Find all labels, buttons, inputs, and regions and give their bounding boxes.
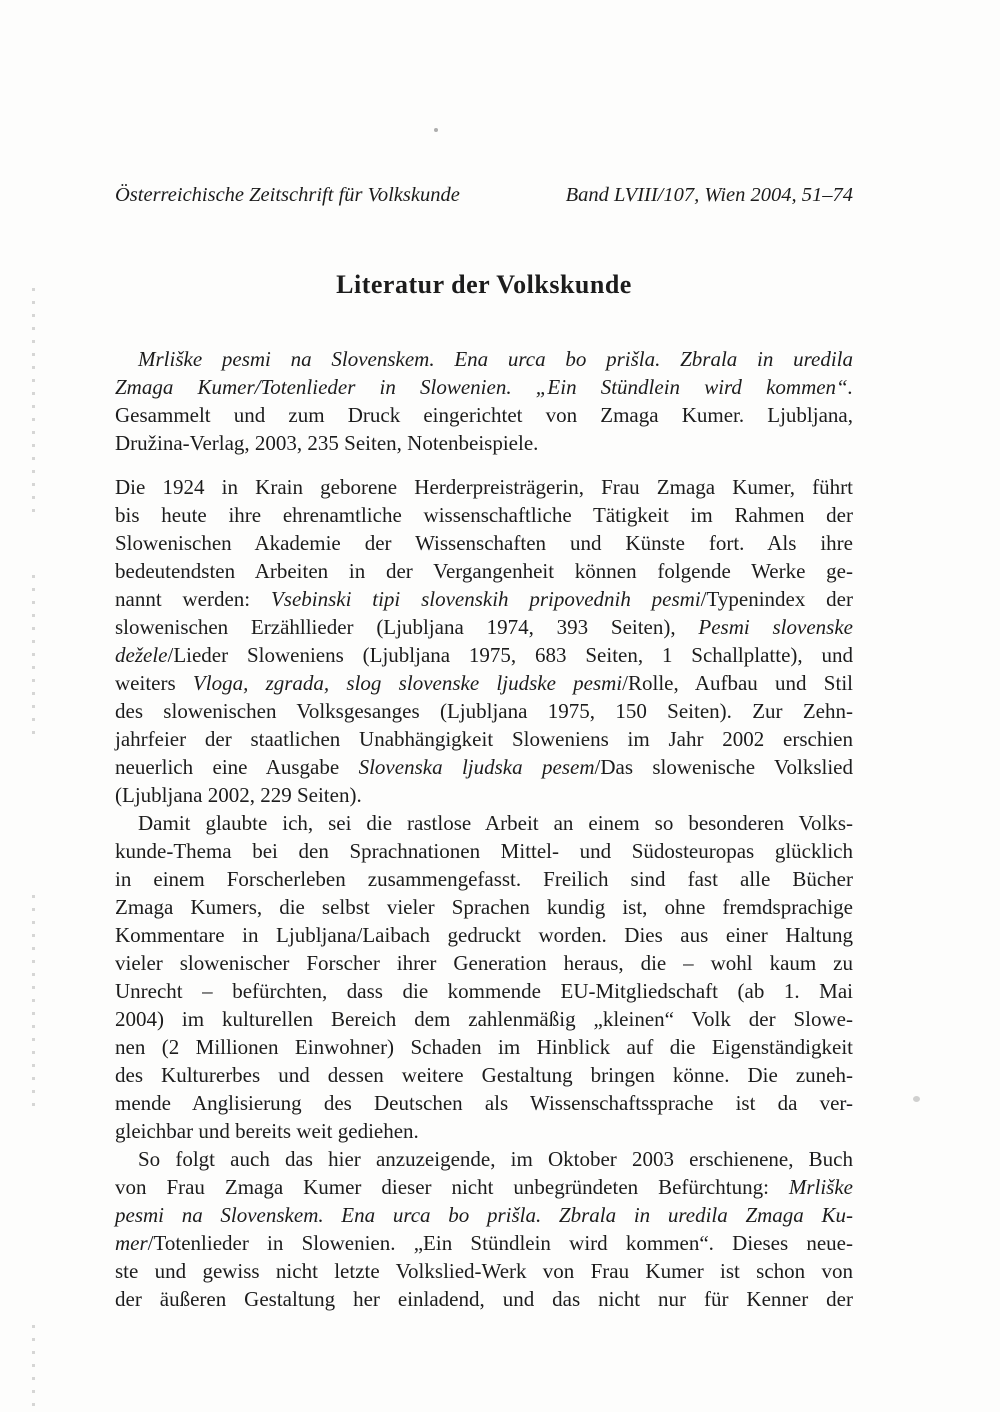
text-line	[115, 697, 853, 725]
text-segment: Die 1924 in Krain geborene Herderpreisträgerin, Frau Zmaga Kumer, führt	[115, 475, 853, 499]
text-line	[115, 781, 853, 809]
paragraph-1	[115, 473, 853, 809]
text-line	[115, 345, 853, 373]
text-segment: /Das slowenische Volkslied	[594, 755, 853, 779]
text-segment: ste und gewiss nicht letzte Volkslied-Werk von Frau Kumer ist schon von	[115, 1259, 853, 1283]
text-line	[115, 669, 853, 697]
article-body	[115, 345, 853, 1313]
text-line	[115, 753, 853, 781]
text-segment: (Ljubljana 2002, 229 Seiten).	[115, 783, 362, 807]
italic-text-segment: Slovenska ljudska pesem	[358, 755, 595, 779]
text-line	[115, 473, 853, 501]
italic-text-segment: pesmi na Slovenskem. Ena urca bo prišla. Zbrala in uredila Zmaga Ku-	[115, 1203, 853, 1227]
text-segment: Unrecht – befürchten, dass die kommende EU-Mitgliedschaft (ab 1. Mai	[115, 979, 853, 1003]
text-segment: nen (2 Millionen Einwohner) Schaden im Hinblick auf die Eigenständigkeit	[115, 1035, 853, 1059]
italic-text-segment: Vsebinski tipi slovenskih pripovednih pesmi	[270, 587, 701, 611]
text-segment: Slowenischen Akademie der Wissenschaften und Künste fort. Als ihre	[115, 531, 853, 555]
text-line	[115, 429, 853, 457]
text-line	[115, 977, 853, 1005]
text-line	[115, 1145, 853, 1173]
scan-artifact	[32, 288, 35, 520]
text-segment: neuerlich eine Ausgabe	[115, 755, 359, 779]
text-line	[115, 1089, 853, 1117]
italic-text-segment: Mrliške	[788, 1175, 853, 1199]
text-segment: Gesammelt und zum Druck eingerichtet von Zmaga Kumer. Ljubljana,	[115, 403, 853, 427]
text-line	[115, 401, 853, 429]
text-segment: slowenischen Erzähllieder (Ljubljana 1974, 393 Seiten),	[115, 615, 699, 639]
text-line	[115, 641, 853, 669]
text-segment: Kommentare in Ljubljana/Laibach gedruckt worden. Dies aus einer Haltung	[115, 923, 853, 947]
scan-artifact	[32, 1325, 35, 1409]
paragraph-2	[115, 809, 853, 1145]
text-line	[115, 921, 853, 949]
text-line	[115, 529, 853, 557]
text-line	[115, 1033, 853, 1061]
scan-artifact	[32, 895, 35, 1113]
text-line	[115, 893, 853, 921]
text-segment: 2004) im kulturellen Bereich dem zahlenmäßig „kleinen“ Volk der Slowe-	[115, 1007, 853, 1031]
text-line	[115, 1061, 853, 1089]
italic-text-segment: Mrliške pesmi na Slovenskem. Ena urca bo prišla. Zbrala in uredila	[138, 347, 853, 371]
paragraph-3	[115, 1145, 853, 1313]
text-segment: Družina-Verlag, 2003, 235 Seiten, Notenbeispiele.	[115, 431, 539, 455]
text-segment: jahrfeier der staatlichen Unabhängigkeit Sloweniens im Jahr 2002 erschien	[115, 727, 853, 751]
text-segment: /Rolle, Aufbau und Stil	[622, 671, 853, 695]
text-line	[115, 1285, 853, 1313]
text-line	[115, 1229, 853, 1257]
text-line	[115, 809, 853, 837]
italic-text-segment: dežele	[115, 643, 168, 667]
text-line	[115, 725, 853, 753]
text-line	[115, 585, 853, 613]
text-line	[115, 1257, 853, 1285]
section-title: Literatur der Volkskunde	[336, 270, 632, 299]
running-head	[115, 182, 853, 208]
text-segment: nannt werden:	[115, 587, 271, 611]
italic-text-segment: Vloga, zgrada, slog slovenske ljudske pesmi	[192, 671, 623, 695]
text-segment: kunde-Thema bei den Sprachnationen Mittel- und Südosteuropas glücklich	[115, 839, 853, 863]
text-segment: /Typenindex der	[700, 587, 853, 611]
text-segment: Damit glaubte ich, sei die rastlose Arbeit an einem so besonderen Volks-	[138, 811, 853, 835]
italic-text-segment: mer	[115, 1231, 148, 1255]
text-segment: gleichbar und bereits weit gediehen.	[115, 1119, 419, 1143]
text-segment: des slowenischen Volksgesanges (Ljubljana 1975, 150 Seiten). Zur Zehn-	[115, 699, 853, 723]
text-segment: Zmaga Kumers, die selbst vieler Sprachen kundig ist, ohne fremdsprachige	[115, 895, 853, 919]
text-line	[115, 1173, 853, 1201]
text-segment: So folgt auch das hier anzuzeigende, im Oktober 2003 erschienene, Buch	[138, 1147, 853, 1171]
text-segment: /Totenlieder in Slowenien. „Ein Stündlein wird kommen“. Dieses neue-	[147, 1231, 853, 1255]
text-segment: vieler slowenischer Forscher ihrer Generation heraus, die – wohl kaum zu	[115, 951, 853, 975]
text-line	[115, 865, 853, 893]
italic-text-segment: Pesmi slovenske	[698, 615, 853, 639]
italic-text-segment: Zmaga Kumer/Totenlieder in Slowenien. „Ein Stündlein wird kommen“.	[115, 375, 853, 399]
text-segment: weiters	[115, 671, 193, 695]
text-segment: in einem Forscherleben zusammengefasst. Freilich sind fast alle Bücher	[115, 867, 853, 891]
text-line	[115, 949, 853, 977]
text-segment: von Frau Zmaga Kumer dieser nicht unbegründeten Befürchtung:	[115, 1175, 789, 1199]
text-line	[115, 613, 853, 641]
citation	[115, 345, 853, 457]
scan-artifact	[913, 1096, 920, 1102]
text-line	[115, 1005, 853, 1033]
scan-artifact	[32, 575, 35, 735]
text-line	[115, 1117, 853, 1145]
journal-name: Österreichische Zeitschrift für Volkskunde	[115, 184, 460, 206]
text-segment: bedeutendsten Arbeiten in der Vergangenheit können folgende Werke ge-	[115, 559, 853, 583]
text-line	[115, 1201, 853, 1229]
text-segment: bis heute ihre ehrenamtliche wissenschaftliche Tätigkeit im Rahmen der	[115, 503, 853, 527]
text-segment: der äußeren Gestaltung her einladend, und das nicht nur für Kenner der	[115, 1287, 853, 1311]
volume-info: Band LVIII/107, Wien 2004, 51–74	[565, 184, 853, 206]
text-segment: /Lieder Sloweniens (Ljubljana 1975, 683 Seiten, 1 Schallplatte), und	[167, 643, 853, 667]
text-line	[115, 373, 853, 401]
text-segment: des Kulturerbes und dessen weitere Gestaltung bringen könne. Die zuneh-	[115, 1063, 853, 1087]
text-segment: mende Anglisierung des Deutschen als Wissenschaftssprache ist da ver-	[115, 1091, 853, 1115]
text-line	[115, 837, 853, 865]
text-column	[115, 0, 853, 1313]
text-line	[115, 557, 853, 585]
text-line	[115, 501, 853, 529]
